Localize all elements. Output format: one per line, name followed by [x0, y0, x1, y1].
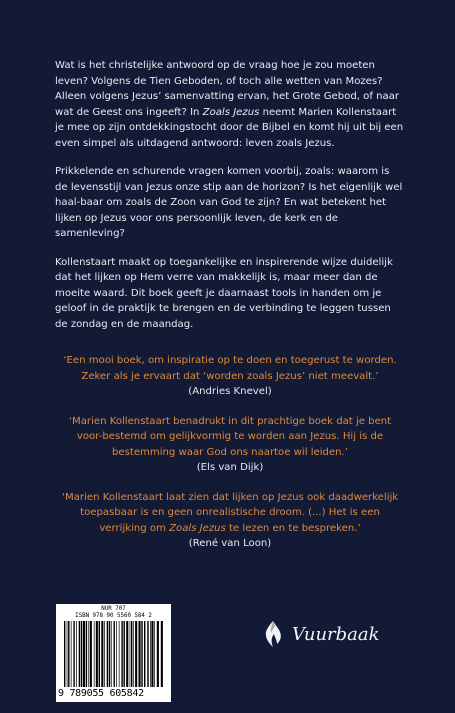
- barcode-bar: [109, 621, 110, 687]
- barcode-bar: [64, 621, 65, 687]
- endorsement-quote-2: [55, 414, 405, 461]
- endorsement-author-3: (René van Loon): [188, 538, 272, 549]
- barcode-bar: [76, 621, 77, 687]
- barcode-bars: [64, 621, 163, 687]
- barcode-bar: [150, 621, 151, 687]
- isbn-barcode: [56, 604, 171, 702]
- text-run: te lezen en te bespreken.’: [225, 522, 361, 534]
- barcode-bar: [131, 621, 132, 687]
- text-run: Kollenstaart maakt op toegankelijke en inspirerende wijze duidelijk dat het lijken op Hem verre van makkelijk is, maar meer dan de moeite waard. Dit boek geeft je daarnaast tools in handen om je geloof in de praktijk te brengen en de verbinding te leggen tussen de zondag en de maandag.: [55, 256, 393, 330]
- book-title-italic: Zoals Jezus: [169, 522, 226, 534]
- barcode-bar: [114, 621, 115, 687]
- barcode-bar: [107, 621, 108, 687]
- barcode-bar: [116, 621, 117, 687]
- barcode-bar: [121, 621, 122, 687]
- barcode-bar: [73, 621, 74, 687]
- endorsement-author-2: (Els van Dijk): [196, 462, 264, 473]
- endorsement-quote-3: [55, 490, 405, 537]
- text-run: ‘Marien Kollenstaart laat zien dat lijken op Jezus ook daadwerkelijk toepasbaar is en geen onrealistische droom. (...) Het is een verrijking om: [61, 491, 399, 534]
- barcode-bar: [157, 621, 159, 687]
- barcode-bar: [67, 621, 68, 687]
- barcode-bar: [124, 621, 125, 687]
- barcode-bar: [135, 621, 137, 687]
- barcode-bar: [141, 621, 142, 687]
- barcode-bar: [79, 621, 80, 687]
- barcode-bar: [88, 621, 89, 687]
- barcode-digits: 9 789055 605842: [58, 688, 144, 699]
- text-run: Wat is het christelijke antwoord op de vraag hoe je zou moeten leven? Volgens de Tien Geboden, of toch alle wetten van Mozes? Alleen volgens Jezus’ samenvatting ervan, het Grote Gebod, of naar wat de Geest ons ingeeft? In: [55, 60, 400, 118]
- barcode-bar: [154, 621, 155, 687]
- barcode-bar: [119, 621, 120, 687]
- book-title-italic: Zoals Jezus: [202, 106, 260, 118]
- barcode-bar: [68, 621, 69, 687]
- endorsement-author-1: (Andries Knevel): [188, 386, 272, 397]
- barcode-bar: [101, 621, 103, 687]
- barcode-bar: [90, 621, 92, 687]
- text-run: Prikkelende en schurende vragen komen voorbij, zoals: waarom is de levensstijl van Jezus onze stip aan de horizon? Is het eigenlijk wel haal-baar om zoals de Zoon van God te zijn? En wat betekent het lijken op Jezus voor ons persoonlijk leven, de kerk en de samenleving?: [55, 166, 403, 239]
- endorsement-quote-1: [55, 353, 405, 384]
- barcode-bar: [147, 621, 148, 687]
- blurb-paragraph-3: [55, 255, 405, 333]
- publisher-name: Vuurbaak: [292, 623, 380, 645]
- flame-icon: [262, 620, 284, 648]
- barcode-bar: [81, 621, 82, 687]
- text-run: neemt Marien Kollenstaart je mee op zijn ontdekkingstocht door de Bijbel en komt hij uit bij een even simpel als uitdagend antwoord: leven zoals Jezus.: [55, 106, 404, 149]
- text-run: ‘Marien Kollenstaart benadrukt in dit prachtige boek dat je bent voor-bestemd om gelijkvormig te worden aan Jezus. Hij is de bestemming waar God ons naartoe wil leiden.’: [68, 415, 392, 458]
- barcode-bar: [161, 621, 163, 687]
- blurb-paragraph-2: [55, 164, 405, 242]
- publisher-logo: [262, 619, 380, 649]
- barcode-bar: [144, 621, 145, 687]
- barcode-bar: [71, 621, 72, 687]
- blurb-text: [55, 58, 405, 566]
- barcode-bar: [130, 621, 131, 687]
- barcode-bar: [94, 621, 95, 687]
- barcode-bar: [99, 621, 100, 687]
- blurb-paragraph-1: [55, 58, 405, 151]
- isbn-number: ISBN 978 90 5560 584 2: [75, 613, 152, 619]
- barcode-bar: [111, 621, 112, 687]
- barcode-bar: [96, 621, 98, 687]
- barcode-bar: [86, 621, 87, 687]
- barcode-bar: [126, 621, 128, 687]
- barcode-bar: [133, 621, 134, 687]
- barcode-bar: [83, 621, 85, 687]
- barcode-bar: [104, 621, 105, 687]
- barcode-bar: [151, 621, 153, 687]
- text-run: ‘Een mooi boek, om inspiratie op te doen en toegerust te worden. Zeker als je ervaart dat ‘worden zoals Jezus’ niet meevalt.’: [63, 355, 397, 382]
- barcode-bar: [139, 621, 141, 687]
- nur-code: NUR 707: [101, 606, 126, 612]
